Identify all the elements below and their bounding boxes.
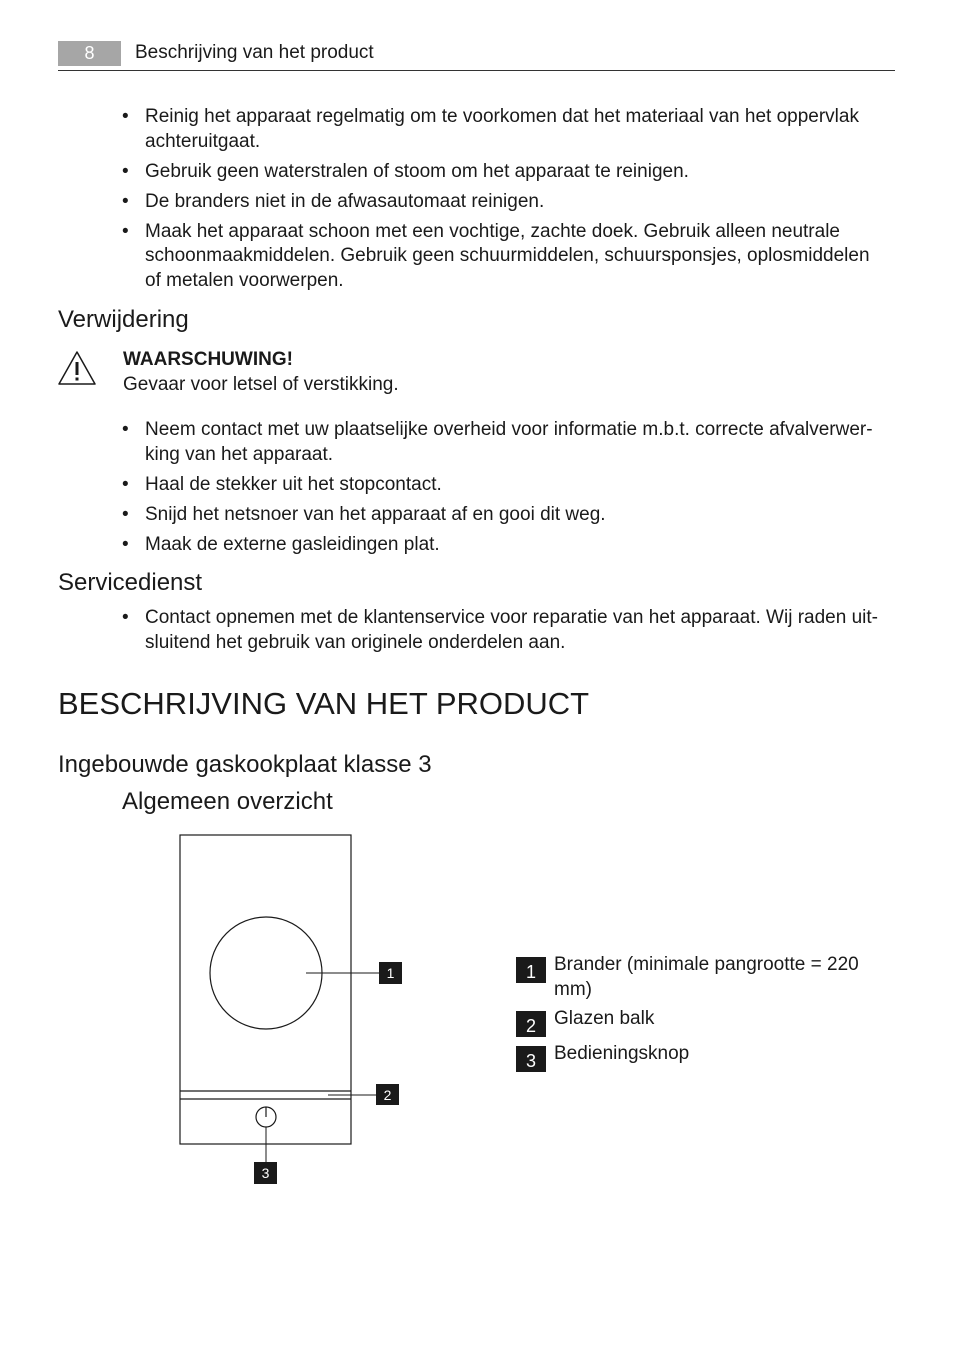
- hob-diagram: [170, 825, 410, 1190]
- list-item: • Maak het apparaat schoon met een vochtige, zachte doek. Gebruik alleen neutrale schoonmaakmiddelen. Gebruik geen schuurmiddelen, schuursponsjes, oplosmiddelen of metalen voorwerpen.: [122, 220, 882, 294]
- warning-text: Gevaar voor letsel of verstikking.: [123, 374, 399, 395]
- callout-2: [376, 1084, 399, 1105]
- callout-3: [254, 1162, 277, 1184]
- control-knob: [256, 1107, 276, 1127]
- legend-number: 1: [516, 957, 546, 983]
- disposal-list: [122, 418, 882, 563]
- list-item: • Neem contact met uw plaatselijke overheid voor informatie m.b.t. correcte afvalverwer-king van het apparaat.: [122, 418, 882, 467]
- chapter-title: BESCHRIJVING VAN HET PRODUCT: [58, 686, 590, 721]
- section-heading-disposal: Verwijdering: [58, 306, 189, 333]
- warning-title: WAARSCHUWING!: [123, 349, 293, 370]
- legend-text: Glazen balk: [554, 1008, 655, 1029]
- warning-triangle-icon: [57, 350, 97, 386]
- legend-row: [516, 1007, 876, 1037]
- header-divider: [58, 70, 895, 71]
- callout-1-label: 1: [386, 965, 395, 981]
- hob-outline: [180, 835, 351, 1144]
- list-item: • Snijd het netsnoer van het apparaat af en gooi dit weg.: [122, 503, 882, 528]
- list-item: • Haal de stekker uit het stopcontact.: [122, 473, 882, 498]
- running-header-title: Beschrijving van het product: [135, 42, 374, 63]
- page-number: 8: [58, 41, 121, 66]
- diagram-legend: [516, 953, 876, 1077]
- section-heading-service: Servicedienst: [58, 569, 203, 596]
- list-item: • Gebruik geen waterstralen of stoom om het apparaat te reinigen.: [122, 160, 882, 185]
- callout-3-label: 3: [261, 1165, 270, 1181]
- legend-text: Brander (minimale pangrootte = 220 mm): [554, 954, 859, 1000]
- list-item: • De branders niet in de afwasautomaat reinigen.: [122, 190, 882, 215]
- legend-row: [516, 953, 876, 1002]
- glass-bar: [180, 1091, 351, 1099]
- list-item: • Reinig het apparaat regelmatig om te voorkomen dat het materiaal van het oppervlak achteruitgaat.: [122, 105, 882, 154]
- legend-number: 2: [516, 1011, 546, 1037]
- legend-text: Bedieningsknop: [554, 1043, 690, 1064]
- legend-number: 3: [516, 1046, 546, 1072]
- list-item: • Maak de externe gasleidingen plat.: [122, 533, 882, 558]
- product-subheading: Ingebouwde gaskookplaat klasse 3: [58, 751, 432, 778]
- list-item: • Contact opnemen met de klantenservice voor reparatie van het apparaat. Wij raden uit-sluitend het gebruik van originele onderdelen aan.: [122, 606, 887, 655]
- callout-1: [379, 962, 402, 984]
- overview-heading: Algemeen overzicht: [122, 788, 333, 815]
- burner-circle: [210, 917, 322, 1029]
- cleaning-list: [122, 105, 882, 299]
- service-list: [122, 606, 887, 661]
- callout-2-label: 2: [383, 1087, 392, 1103]
- legend-row: [516, 1042, 876, 1072]
